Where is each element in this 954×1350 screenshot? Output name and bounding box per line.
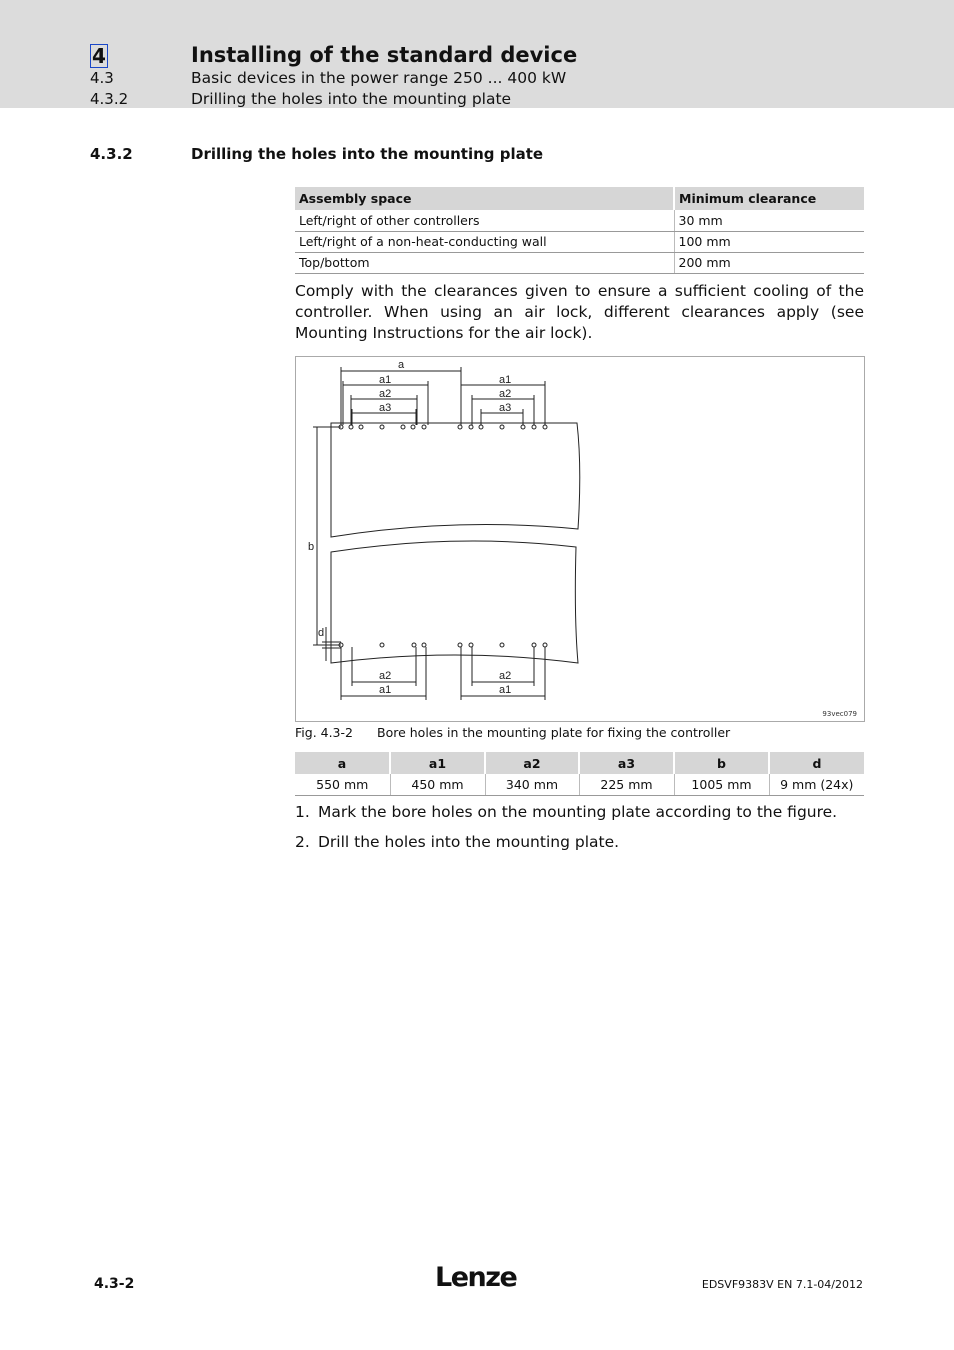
- table-cell: 225 mm: [579, 774, 674, 795]
- figure-id: 93vec079: [822, 710, 857, 718]
- subsection-number: 4.3: [90, 69, 114, 87]
- table-cell: 200 mm: [674, 252, 864, 273]
- clearance-table: [295, 187, 864, 274]
- dim-label-a: a: [398, 359, 405, 371]
- lenze-logo: Lenze: [435, 1262, 517, 1293]
- step-number: 2.: [295, 833, 310, 851]
- chapter-title: Installing of the standard device: [191, 43, 578, 67]
- dim-label-a1: a1: [499, 374, 512, 386]
- figure-caption-number: Fig. 4.3-2: [295, 725, 353, 740]
- subsubsection-title: Drilling the holes into the mounting plate: [191, 90, 512, 108]
- mounting-plate-drawing: [296, 357, 866, 723]
- step-number: 1.: [295, 803, 310, 821]
- dim-label-a1: a1: [379, 684, 392, 696]
- dim-label-a2: a2: [499, 388, 512, 400]
- column-header: Minimum clearance: [674, 187, 864, 210]
- dim-label-b: b: [308, 541, 315, 553]
- list-item: [295, 802, 837, 822]
- dim-label-a2: a2: [379, 670, 392, 682]
- subsection-title: Basic devices in the power range 250 ... 400 kW: [191, 69, 567, 87]
- table-cell: Left/right of other controllers: [295, 210, 674, 231]
- section-title: Drilling the holes into the mounting plate: [191, 145, 544, 163]
- step-text: Drill the holes into the mounting plate.: [318, 833, 620, 851]
- dim-label-a1: a1: [379, 374, 392, 386]
- dim-label-a2: a2: [379, 388, 392, 400]
- dim-label-a3: a3: [499, 402, 512, 414]
- table-row: [295, 210, 864, 231]
- table-cell: 340 mm: [485, 774, 579, 795]
- dim-label-a2: a2: [499, 670, 512, 682]
- subsubsection-number: 4.3.2: [90, 90, 129, 108]
- table-header-row: [295, 752, 864, 774]
- column-header: a3: [579, 752, 674, 774]
- figure-bore-holes: [295, 356, 865, 722]
- table-cell: 1005 mm: [674, 774, 769, 795]
- chapter-number[interactable]: 4: [92, 44, 106, 68]
- list-item: [295, 832, 619, 852]
- step-text: Mark the bore holes on the mounting plate according to the figure.: [318, 803, 838, 821]
- page-number: 4.3-2: [94, 1276, 135, 1292]
- column-header: b: [674, 752, 769, 774]
- table-cell: Left/right of a non-heat-conducting wall: [295, 231, 674, 252]
- dimension-table: [295, 752, 864, 796]
- table-cell: 550 mm: [295, 774, 390, 795]
- body-paragraph: Comply with the clearances given to ensure a sufficient cooling of the controller. When using an air lock, different clearances apply (see Mounting Instructions for the air lock).: [295, 282, 864, 342]
- document-id: EDSVF9383V EN 7.1-04/2012: [701, 1278, 863, 1291]
- section-number: 4.3.2: [90, 145, 133, 163]
- column-header: a2: [485, 752, 579, 774]
- dim-label-a1: a1: [499, 684, 512, 696]
- table-cell: 100 mm: [674, 231, 864, 252]
- table-cell: 30 mm: [674, 210, 864, 231]
- table-cell: 9 mm (24x): [769, 774, 864, 795]
- table-row: [295, 774, 864, 795]
- column-header: d: [769, 752, 864, 774]
- table-cell: 450 mm: [390, 774, 485, 795]
- column-header: Assembly space: [295, 187, 674, 210]
- dim-label-d: d: [318, 627, 325, 639]
- page-header: [0, 0, 954, 108]
- table-cell: Top/bottom: [295, 252, 674, 273]
- column-header: a: [295, 752, 390, 774]
- figure-caption-text: Bore holes in the mounting plate for fixing the controller: [377, 725, 731, 740]
- table-row: [295, 231, 864, 252]
- table-row: [295, 252, 864, 273]
- table-header-row: [295, 187, 864, 210]
- dim-label-a3: a3: [379, 402, 392, 414]
- column-header: a1: [390, 752, 485, 774]
